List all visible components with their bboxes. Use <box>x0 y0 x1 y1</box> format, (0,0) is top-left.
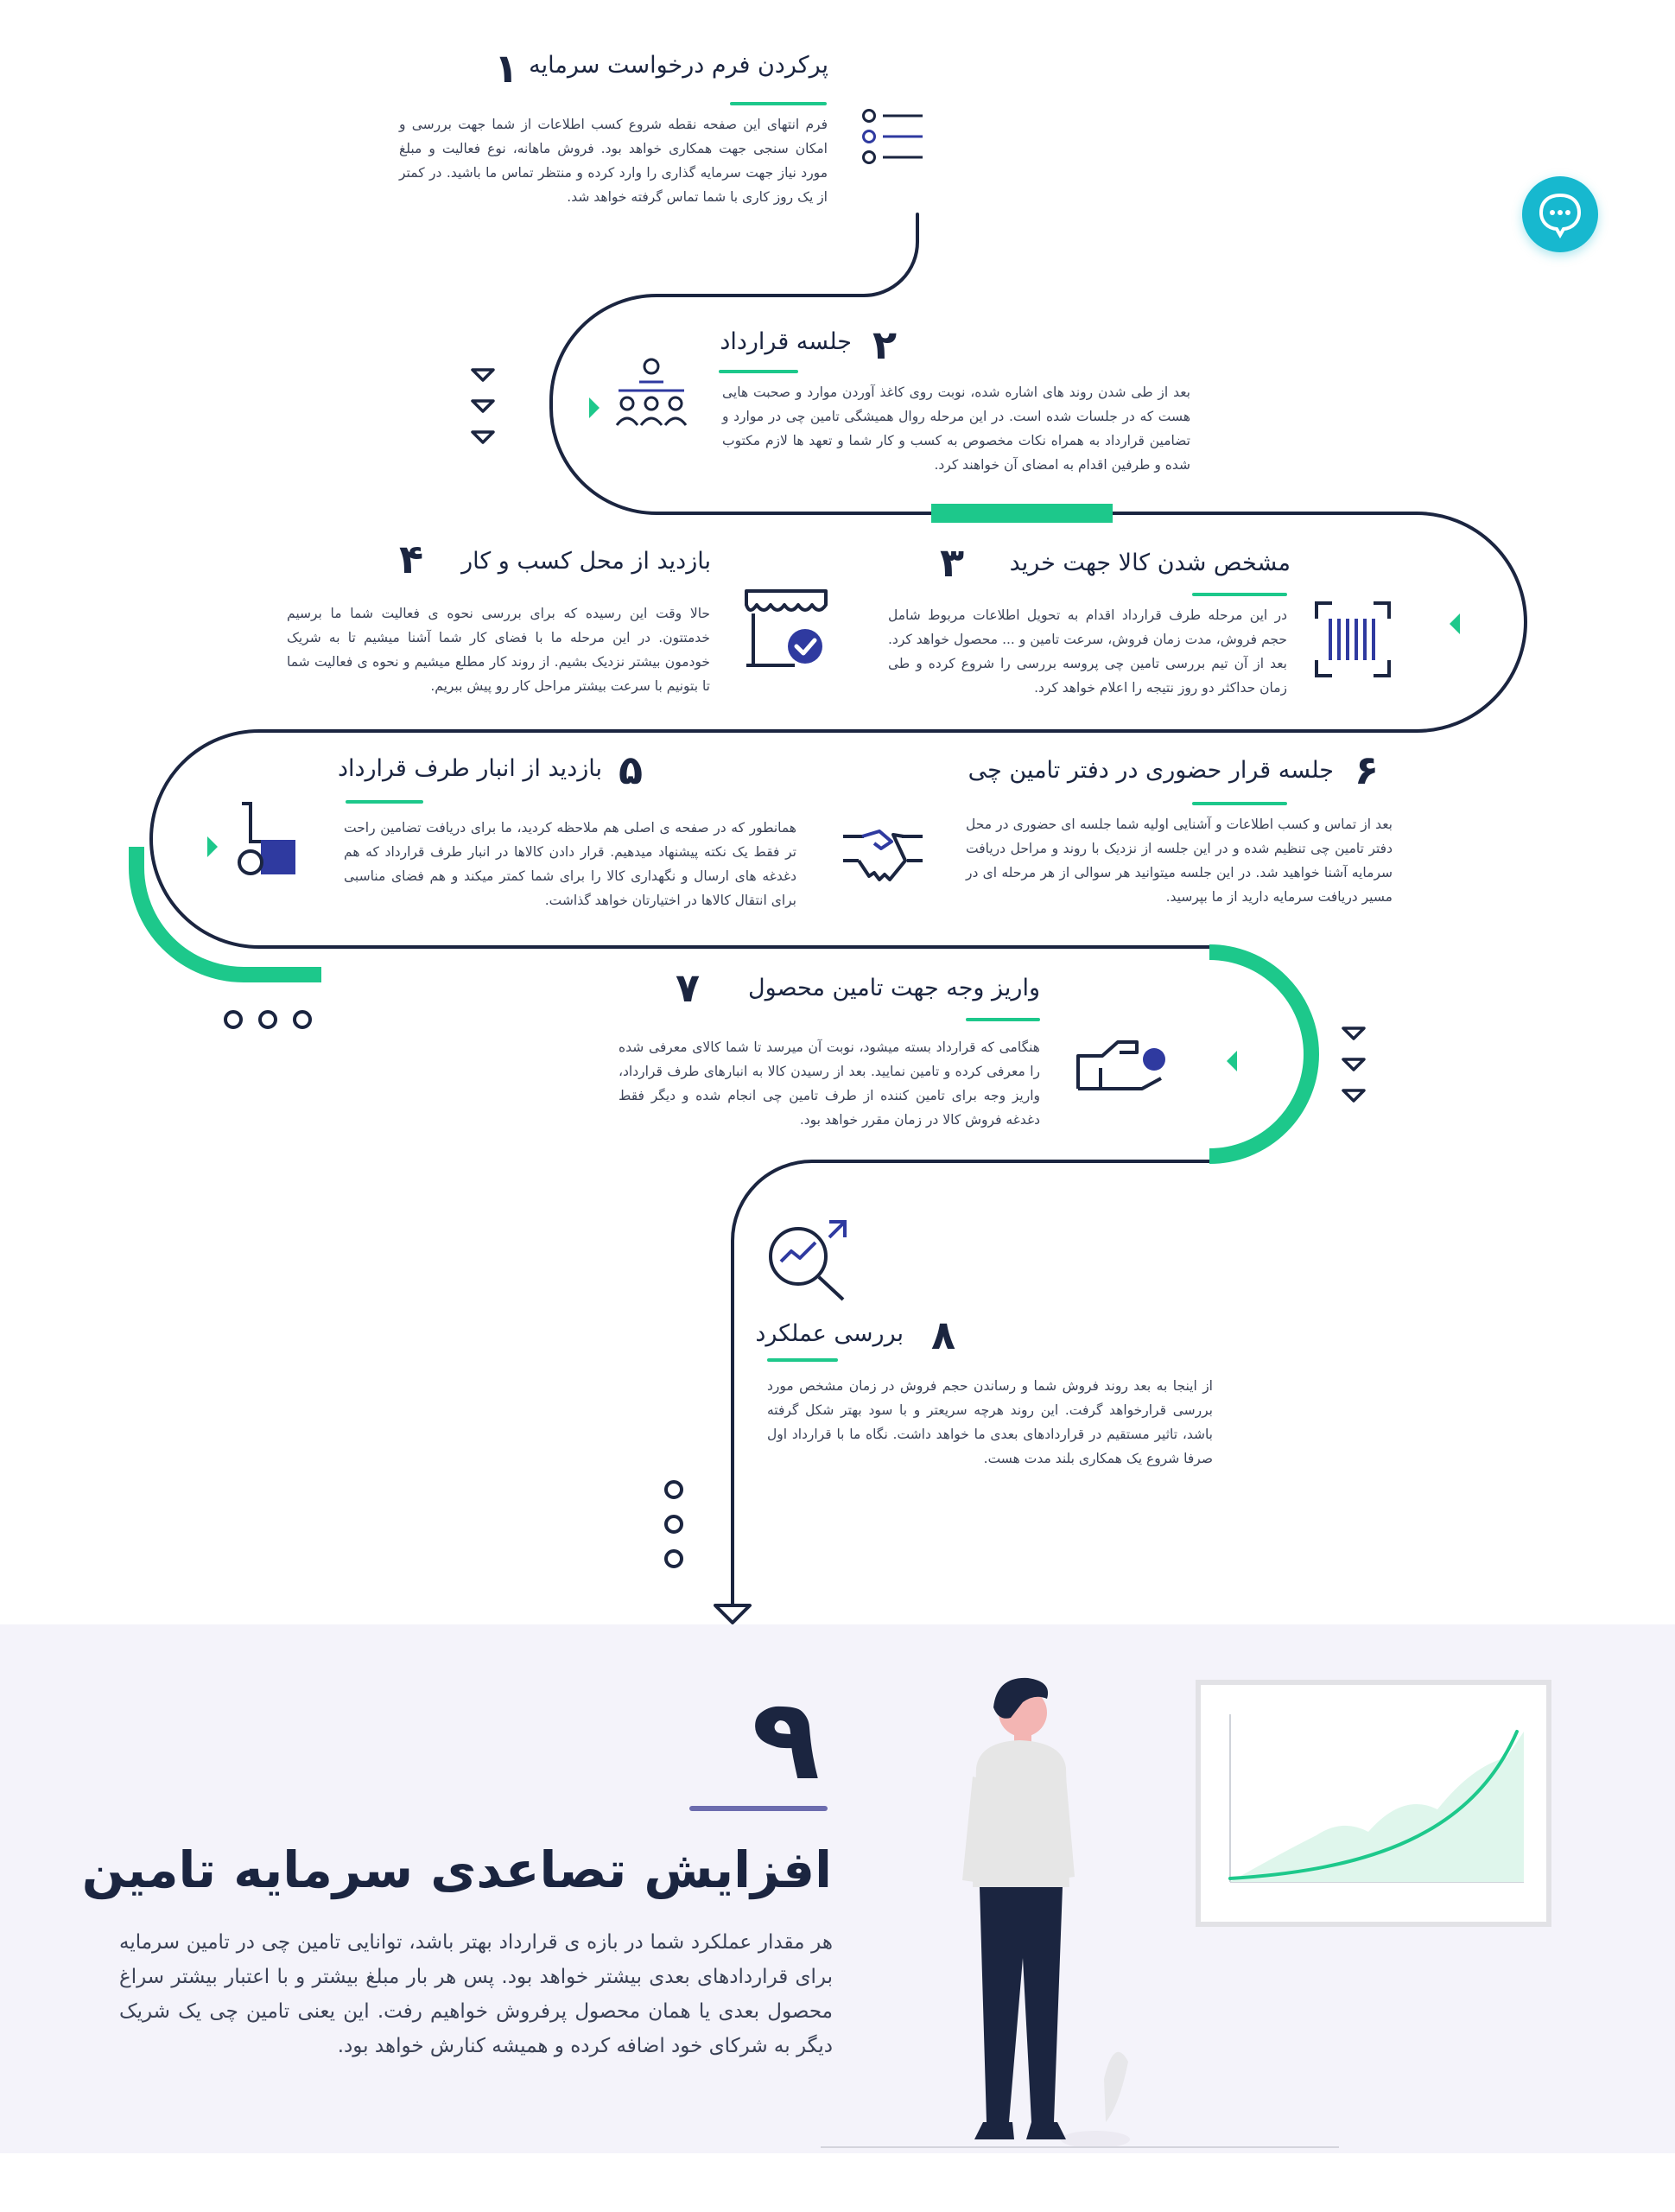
step-4-number: ۴ <box>399 536 424 582</box>
step-8-underline <box>767 1358 838 1362</box>
step-7-underline <box>966 1018 1040 1021</box>
step-1-number: ۱ <box>494 45 519 92</box>
final-description: هر مقدار عملکرد شما در بازه ی قرارداد بهتر باشد، توانایی تامین چی در تامین سرمایه برای قراردادهای بعدی بیشتر خواهد بود. پس هر بار مبلغ بیشتر و با اعتبار بیشتر سراغ محصول بعدی یا همان محصول پرفروش خواهیم رفت. این یعنی تامین چی یک شریک دیگر به شرکای خود اضافه کرده و همیشه کنارش خواهد بود. <box>119 1931 833 2057</box>
step-5-title: بازدید از انبار طرف قرارداد <box>337 755 602 782</box>
storefront-check-icon <box>743 586 829 672</box>
step-8-title: بررسی عملکرد <box>755 1320 904 1347</box>
step-2-description: بعد از طی شدن روند های اشاره شده، نوبت روی کاغذ آوردن موارد و صحبت هایی هست که در جلسات شده است. در این مرحله روال همیشگی تامین چی در موارد و تضامین قرارداد به همراه نکات مخصوص به کسب و کار شما و تعهد ها لازم مکتوب شده و طرفین اقدام به امضای آن خواهند کرد. <box>722 385 1190 473</box>
step-5-number: ۵ <box>619 747 644 793</box>
chevrons-down-icon <box>470 366 496 449</box>
step-9-underline <box>689 1806 828 1811</box>
checklist-icon <box>860 107 924 166</box>
step-8-number: ۸ <box>931 1312 956 1358</box>
step-7-title: واریز وجه جهت تامین محصول <box>748 975 1040 1001</box>
step-5-underline <box>346 800 423 804</box>
analytics-magnifier-icon <box>765 1218 848 1301</box>
dots-horizontal-icon <box>221 1006 316 1033</box>
chat-bubble-icon <box>1522 176 1598 252</box>
path-arrow-icon <box>715 1605 750 1623</box>
step-6-underline <box>1192 802 1287 805</box>
step-4-title: بازدید از محل کسب و کار <box>461 548 711 575</box>
step-3-number: ۳ <box>940 539 965 586</box>
step-1-title: پرکردن فرم درخواست سرمایه <box>529 52 828 79</box>
handshake-icon <box>841 823 924 892</box>
step-3-title: مشخص شدن کالا جهت خرید <box>1009 550 1291 576</box>
step-2-title: جلسه قرارداد <box>720 328 852 355</box>
step-9-number: ۹ <box>752 1674 821 1805</box>
green-accent-bar-top <box>931 504 1113 523</box>
step-7-description: هنگامی که قرارداد بسته میشود، نوبت آن میرسد تا شما کالای معرفی شده را معرفی کرده و تامین نمایید. بعد از رسیدن کالا به انبارهای طرف قرارداد، واریز وجه برای تامین کننده از طرف تامین چی انجام شده و دیگر فقط دغدغه فروش کالا در زمان مقرر خواهد بود. <box>619 1039 1040 1128</box>
step-8-description: از اینجا به بعد روند فروش شما و رساندن حجم فروش در زمان مشخص مورد بررسی قرارخواهد گرفت. این روند هرچه سریعتر و با سود بهتر شکل گرفته باشد، تاثیر مستقیم در قراردادهای بعدی ما خواهد داشت. نگاه ما با قرارداد اول صرفا شروع یک همکاری بلند مدت هست. <box>767 1378 1213 1466</box>
step-3-description: در این مرحله طرف قرارداد اقدام به تحویل اطلاعات مربوط شامل حجم فروش، مدت زمان فروش، سرعت تامین و ... محصول خواهد کرد. بعد از آن تیم بررسی تامین چی پروسه بررسی را شروع کرده و طی زمان حداکثر دو روز نتیجه را اعلام خواهد کرد. <box>888 607 1287 696</box>
pointer-triangle-icon <box>1448 612 1462 636</box>
growth-chart-illustration <box>1196 1680 1551 1927</box>
pointer-triangle-icon <box>206 835 219 859</box>
meeting-group-icon <box>610 356 693 439</box>
step-1-description: فرم انتهای این صفحه نقطه شروع کسب اطلاعات از شما جهت بررسی و امکان سنجی جهت همکاری خواهد بود. فروش ماهانه، نوع فعالیت و مبلغ مورد نیاز جهت سرمایه گذاری را وارد کرده و منتظر تماس ما باشید. در کمتر از یک روز کاری با شما تماس گرفته خواهد شد. <box>399 117 828 205</box>
step-2-number: ۲ <box>872 321 898 368</box>
person-illustration <box>959 1673 1132 2153</box>
step-6-description: بعد از تماس و کسب اطلاعات و آشنایی اولیه شما جلسه ای حضوری در محل دفتر تامین چی تنظیم شده و در این جلسه از نزدیک با روند و مراحل دریافت سرمایه آشنا خواهید شد. در این جلسه میتوانید هر سوالی از هر مرحله ای در مسیر دریافت سرمایه دارید از ما بپرسید. <box>966 817 1393 905</box>
step-7-number: ۷ <box>676 964 701 1011</box>
warehouse-cart-icon <box>232 798 301 880</box>
final-title: افزایش تصاعدی سرمایه تامین <box>81 1840 832 1899</box>
step-5-description: همانطور که در صفحه ی اصلی هم ملاحظه کردید، ما برای دریافت تضامین راحت تر فقط یک نکته پیشنهاد میدهیم. قرار دادن کالاها در انبار طرف قرارداد که هم دغدغه های ارسال و نگهداری کالا را برای شما کمتر میکند و هم فضای مناسبی برای انتقال کالاها در اختیارتان خواهد گذاشت. <box>344 820 796 908</box>
dots-vertical-icon <box>660 1478 688 1573</box>
pointer-triangle-icon <box>587 396 601 420</box>
step-3-underline <box>1192 593 1287 596</box>
ground-line <box>821 2146 1339 2148</box>
pointer-triangle-icon <box>1225 1049 1239 1073</box>
step-2-underline <box>719 370 798 373</box>
barcode-scan-icon <box>1313 600 1393 679</box>
step-1-underline <box>730 102 827 105</box>
chevrons-down-icon <box>1341 1025 1367 1108</box>
chat-button[interactable] <box>1522 176 1598 252</box>
step-6-title: جلسه قرار حضوری در دفتر تامین چی <box>968 757 1334 784</box>
payment-hand-icon <box>1075 1033 1168 1092</box>
step-6-number: ۶ <box>1355 747 1380 793</box>
step-4-description: حالا وقت این رسیده که برای بررسی نحوه ی فعالیت شما ما برسیم خدمتتون. در این مرحله ما با فضای کار شما آشنا میشیم تا به شریک خودمون بیشتر نزدیک بشیم. از روند کار مطلع میشیم و نحوه ی فعالیت شما تا بتونیم با سرعت بیشتر مراحل کار رو پیش ببریم. <box>287 606 710 694</box>
